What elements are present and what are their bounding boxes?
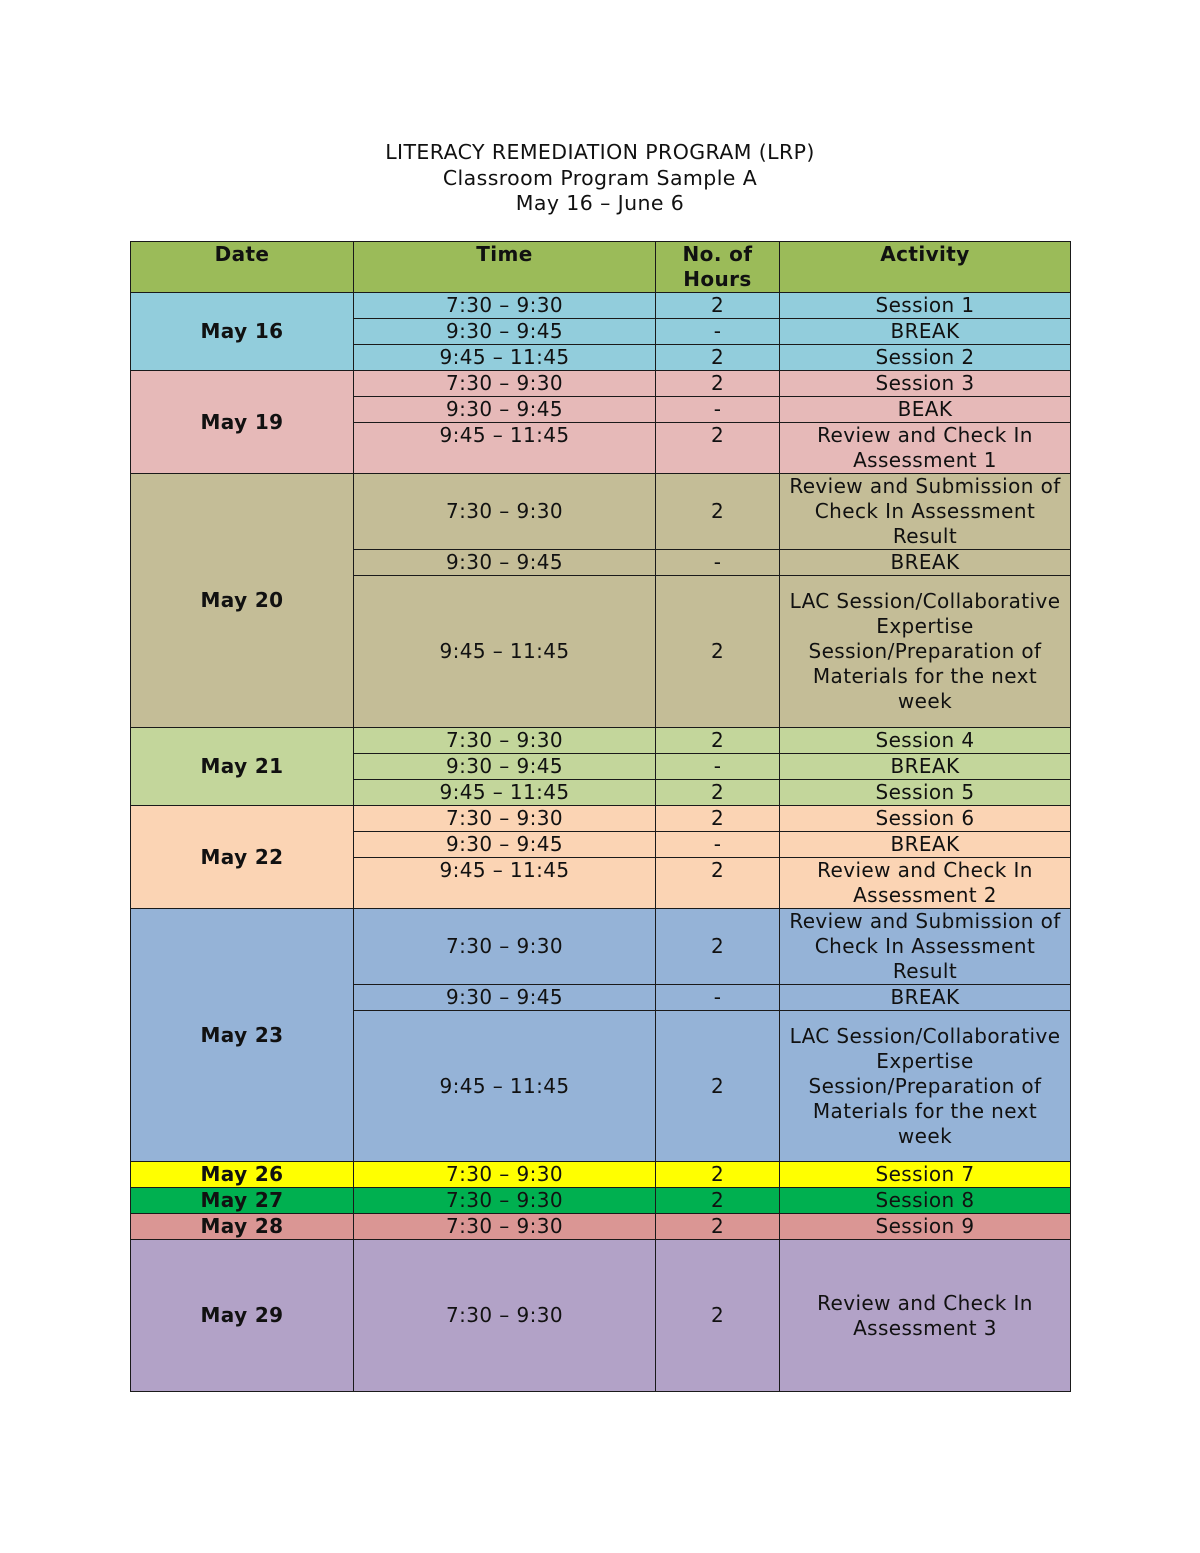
hours-cell: - xyxy=(656,319,780,345)
hours-cell: 2 xyxy=(656,293,780,319)
time-cell: 9:30 – 9:45 xyxy=(354,319,656,345)
hours-cell: - xyxy=(656,985,780,1011)
activity-cell: Review and Check In Assessment 1 xyxy=(780,423,1071,474)
hours-cell: 2 xyxy=(656,576,780,728)
activity-cell: Review and Submission of Check In Assessment Result xyxy=(780,909,1071,985)
activity-cell: BREAK xyxy=(780,985,1071,1011)
date-cell: May 21 xyxy=(131,728,354,806)
document-subtitle: Classroom Program Sample A xyxy=(442,165,758,190)
hours-cell: 2 xyxy=(656,909,780,985)
activity-cell: Session 4 xyxy=(780,728,1071,754)
schedule-table xyxy=(130,241,1071,1392)
hours-cell: 2 xyxy=(656,858,780,909)
activity-cell: BEAK xyxy=(780,397,1071,423)
column-header-hours: No. of Hours xyxy=(656,242,780,293)
hours-cell: 2 xyxy=(656,345,780,371)
hours-cell: 2 xyxy=(656,728,780,754)
activity-cell: BREAK xyxy=(780,319,1071,345)
time-cell: 9:45 – 11:45 xyxy=(354,345,656,371)
hours-cell: 2 xyxy=(656,1162,780,1188)
hours-cell: 2 xyxy=(656,423,780,474)
activity-cell: Session 7 xyxy=(780,1162,1071,1188)
time-cell: 7:30 – 9:30 xyxy=(354,1214,656,1240)
time-cell: 7:30 – 9:30 xyxy=(354,293,656,319)
activity-cell: BREAK xyxy=(780,754,1071,780)
hours-cell: 2 xyxy=(656,474,780,550)
table-row xyxy=(131,728,1071,754)
time-cell: 7:30 – 9:30 xyxy=(354,1240,656,1392)
time-cell: 9:30 – 9:45 xyxy=(354,754,656,780)
hours-cell: - xyxy=(656,397,780,423)
hours-cell: - xyxy=(656,832,780,858)
time-cell: 7:30 – 9:30 xyxy=(354,728,656,754)
document-title: LITERACY REMEDIATION PROGRAM (LRP) xyxy=(385,140,815,164)
column-header-date: Date xyxy=(131,242,354,293)
document-header xyxy=(0,140,1200,217)
hours-cell: - xyxy=(656,754,780,780)
hours-cell: 2 xyxy=(656,1214,780,1240)
date-cell: May 26 xyxy=(131,1162,354,1188)
time-cell: 9:45 – 11:45 xyxy=(354,1011,656,1162)
time-cell: 9:45 – 11:45 xyxy=(354,858,656,909)
table-header-row xyxy=(131,242,1071,293)
activity-cell: Session 1 xyxy=(780,293,1071,319)
table-row xyxy=(131,371,1071,397)
date-cell: May 29 xyxy=(131,1240,354,1392)
activity-cell: LAC Session/Collaborative Expertise Session/Preparation of Materials for the next week xyxy=(780,576,1071,728)
hours-cell: 2 xyxy=(656,371,780,397)
time-cell: 9:30 – 9:45 xyxy=(354,550,656,576)
document-date-range: May 16 – June 6 xyxy=(515,191,685,215)
activity-cell: Session 6 xyxy=(780,806,1071,832)
table-row xyxy=(131,1162,1071,1188)
time-cell: 7:30 – 9:30 xyxy=(354,909,656,985)
table-row xyxy=(131,1214,1071,1240)
hours-cell: 2 xyxy=(656,780,780,806)
time-cell: 9:45 – 11:45 xyxy=(354,423,656,474)
time-cell: 9:30 – 9:45 xyxy=(354,985,656,1011)
hours-cell: 2 xyxy=(656,1188,780,1214)
activity-cell: BREAK xyxy=(780,832,1071,858)
time-cell: 7:30 – 9:30 xyxy=(354,1188,656,1214)
date-cell: May 20 xyxy=(131,474,354,728)
time-cell: 7:30 – 9:30 xyxy=(354,806,656,832)
time-cell: 9:45 – 11:45 xyxy=(354,576,656,728)
table-row xyxy=(131,1240,1071,1392)
activity-cell: Session 2 xyxy=(780,345,1071,371)
date-cell: May 27 xyxy=(131,1188,354,1214)
activity-cell: Review and Submission of Check In Assessment Result xyxy=(780,474,1071,550)
time-cell: 7:30 – 9:30 xyxy=(354,474,656,550)
activity-cell: Review and Check In Assessment 3 xyxy=(780,1240,1071,1392)
activity-cell: BREAK xyxy=(780,550,1071,576)
activity-cell: Session 8 xyxy=(780,1188,1071,1214)
column-header-activity: Activity xyxy=(780,242,1071,293)
time-cell: 9:45 – 11:45 xyxy=(354,780,656,806)
time-cell: 7:30 – 9:30 xyxy=(354,371,656,397)
date-cell: May 28 xyxy=(131,1214,354,1240)
hours-cell: - xyxy=(656,550,780,576)
hours-cell: 2 xyxy=(656,1011,780,1162)
activity-cell: Session 3 xyxy=(780,371,1071,397)
column-header-time: Time xyxy=(354,242,656,293)
time-cell: 9:30 – 9:45 xyxy=(354,832,656,858)
hours-cell: 2 xyxy=(656,806,780,832)
date-cell: May 19 xyxy=(131,371,354,474)
table-row xyxy=(131,806,1071,832)
activity-cell: Review and Check In Assessment 2 xyxy=(780,858,1071,909)
time-cell: 7:30 – 9:30 xyxy=(354,1162,656,1188)
table-row xyxy=(131,1188,1071,1214)
hours-cell: 2 xyxy=(656,1240,780,1392)
date-cell: May 16 xyxy=(131,293,354,371)
time-cell: 9:30 – 9:45 xyxy=(354,397,656,423)
activity-cell: LAC Session/Collaborative Expertise Session/Preparation of Materials for the next week xyxy=(780,1011,1071,1162)
table-row xyxy=(131,909,1071,985)
date-cell: May 22 xyxy=(131,806,354,909)
activity-cell: Session 5 xyxy=(780,780,1071,806)
table-row xyxy=(131,293,1071,319)
activity-cell: Session 9 xyxy=(780,1214,1071,1240)
table-row xyxy=(131,474,1071,550)
date-cell: May 23 xyxy=(131,909,354,1162)
